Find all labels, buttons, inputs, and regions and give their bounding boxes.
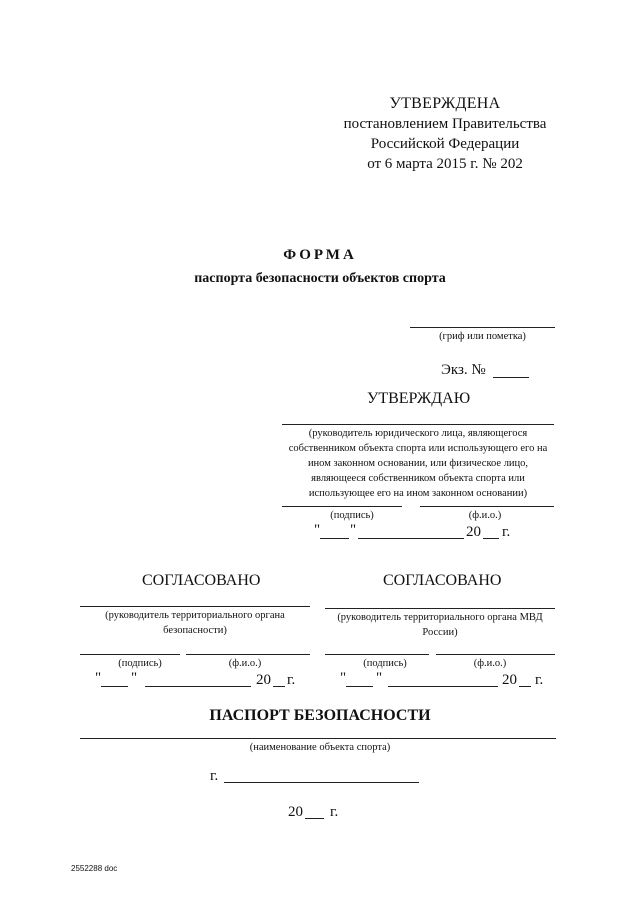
passport-year-prefix: 20 <box>288 804 303 820</box>
approve-day-line[interactable] <box>320 538 349 539</box>
approve-year-prefix: 20 <box>466 524 481 540</box>
form-title: ФОРМА <box>283 247 357 263</box>
agreed-right-name-caption: (ф.и.о.) <box>473 658 507 669</box>
agreed-right-signature-line[interactable] <box>325 654 429 655</box>
passport-object-caption: (наименование объекта спорта) <box>249 742 391 753</box>
approve-heading: УТВЕРЖДАЮ <box>367 390 471 407</box>
copy-number-label: Экз. № <box>441 362 486 378</box>
approve-name-line[interactable] <box>420 506 554 507</box>
agreed-right-quote-open: " <box>340 670 347 686</box>
passport-year-suffix: г. <box>330 804 339 820</box>
approve-month-line[interactable] <box>358 538 464 539</box>
agreed-right-name-line[interactable] <box>436 654 555 655</box>
agreed-left-heading: СОГЛАСОВАНО <box>142 572 261 589</box>
agreed-left-name-caption: (ф.и.о.) <box>228 658 262 669</box>
agreed-right-year-line[interactable] <box>519 686 531 687</box>
passport-city-line[interactable] <box>224 782 419 783</box>
approval-line-3: от 6 марта 2015 г. № 202 <box>367 156 523 172</box>
agreed-left-caption: (руководитель территориального органа безопасности) <box>105 610 285 636</box>
agreed-right-day-line[interactable] <box>346 686 373 687</box>
agreed-left-quote-open: " <box>95 670 102 686</box>
passport-city-prefix: г. <box>210 768 219 784</box>
approve-caption: (руководитель юридического лица, являющегося собственником объекта спорта или использующего его на ином законном основании, или физическое лицо, являющееся собственником объекта спорта или использующее его на ином законном основании) <box>288 428 548 499</box>
approval-line-2: Российской Федерации <box>370 136 520 152</box>
passport-title: ПАСПОРТ БЕЗОПАСНОСТИ <box>209 707 431 724</box>
approval-heading: УТВЕРЖДЕНА <box>389 95 501 112</box>
agreed-right-month-line[interactable] <box>388 686 498 687</box>
agreed-right-signature-caption: (подпись) <box>363 658 407 669</box>
document-id: 2552288 doc <box>71 864 118 873</box>
approve-year-suffix: г. <box>502 524 511 540</box>
agreed-left-month-line[interactable] <box>145 686 251 687</box>
approval-block <box>330 94 560 174</box>
agreed-left-year-line[interactable] <box>273 686 285 687</box>
agreed-right-year-suffix: г. <box>535 672 544 688</box>
approve-year-line[interactable] <box>483 538 499 539</box>
agreed-left-signature-caption: (подпись) <box>118 658 162 669</box>
agreed-right-heading: СОГЛАСОВАНО <box>383 572 502 589</box>
stamp-caption: (гриф или пометка) <box>439 331 526 342</box>
approve-quote-open: " <box>314 522 321 538</box>
passport-year-line[interactable] <box>305 818 324 819</box>
agreed-left-quote-close: " <box>131 670 138 686</box>
approve-signature-line[interactable] <box>282 506 402 507</box>
agreed-right-year-prefix: 20 <box>502 672 517 688</box>
form-subtitle: паспорта безопасности объектов спорта <box>194 271 446 286</box>
approve-quote-close: " <box>350 522 357 538</box>
approval-line-1: постановлением Правительства <box>343 116 547 132</box>
agreed-left-day-line[interactable] <box>101 686 128 687</box>
copy-number-line[interactable] <box>493 377 529 378</box>
agreed-right-head-line[interactable] <box>325 608 555 609</box>
stamp-line[interactable] <box>410 327 555 328</box>
passport-object-line[interactable] <box>80 738 556 739</box>
agreed-left-head-line[interactable] <box>80 606 310 607</box>
agreed-left-year-prefix: 20 <box>256 672 271 688</box>
agreed-left-signature-line[interactable] <box>80 654 180 655</box>
agreed-right-quote-close: " <box>376 670 383 686</box>
agreed-left-year-suffix: г. <box>287 672 296 688</box>
agreed-right-caption: (руководитель территориального органа МВД России) <box>337 612 543 638</box>
approve-head-line[interactable] <box>282 424 554 425</box>
approve-name-caption: (ф.и.о.) <box>468 510 502 521</box>
agreed-left-name-line[interactable] <box>186 654 310 655</box>
approve-signature-caption: (подпись) <box>330 510 374 521</box>
